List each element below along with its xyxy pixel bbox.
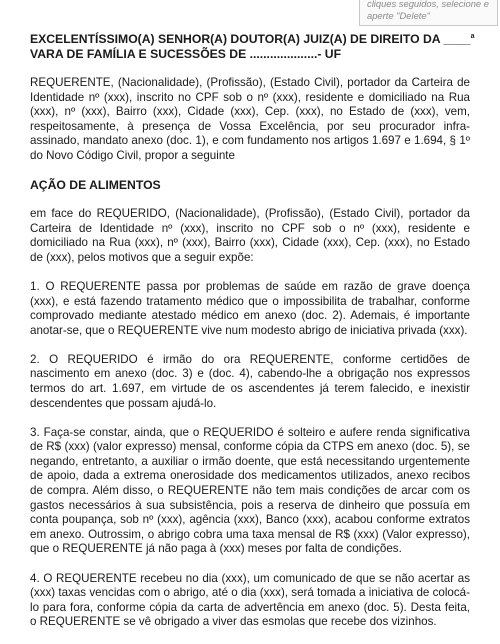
help-tooltip: [359, 0, 498, 26]
document-body: [30, 32, 475, 644]
tooltip-line: cliques seguidos, selecione e: [367, 0, 489, 9]
paragraph-4: 4. O REQUERENTE recebeu no dia (xxx), um comunicado de que se não acertar as (xxx) taxas vencidas com o abrigo, até o dia (xxx), será tomada a iniciativa de colocá-lo para fora, conforme cópia da carta de advertência em anexo (doc. 5). Desta feita, o REQUERENTE se vê obrigado a viver das esmolas que recebe dos vizinhos.: [30, 571, 470, 629]
paragraph-3: 3. Faça-se constar, ainda, que o REQUERIDO é solteiro e aufere renda significativa de R$ (xxx) (valor expresso) mensal, conforme cópia da CTPS em anexo (doc. 5), se negando, entretanto, a auxiliar o irmão doente, que está necessitando urgentemente de apoio, dada a extrema onerosidade dos medicamentos utilizados, anexo recibos de compra. Além disso, o REQUERENTE não tem mais condições de arcar com os gastos necessários à sua subsistência, pois a reserva de dinheiro que possuía em conta poupança, sob nº (xxx), agência (xxx), Banco (xxx), acabou conforme extratos em anexo. Outrossim, o abrigo cobra uma taxa mensal de R$ (xxx) (Valor expresso), que o REQUERENTE já não paga à (xxx) meses por falta de condições.: [30, 425, 470, 556]
paragraph-1: 1. O REQUERENTE passa por problemas de saúde em razão de grave doença (xxx), e está fazendo tratamento médico que o impossibilita de trabalhar, conforme comprovado mediante atestado médico em anexo (doc. 2). Ademais, é importante anotar-se, que o REQUERENTE vive num modesto abrigo de iniciativa privada (xxx).: [30, 279, 470, 337]
heading-line-2: VARA DE FAMÍLIA E SUCESSÕES DE ....................- UF: [30, 47, 342, 61]
heading-superscript: a: [470, 32, 475, 40]
document-heading: [30, 32, 475, 62]
paragraph-requerido: em face do REQUERIDO, (Nacionalidade), (Profissão), (Estado Civil), portador da Carteira de Identidade nº (xxx), inscrito no CPF sob o nº (xxx), residente e domiciliado na Rua (xxx), nº (xxx), Bairro (xxx), Cidade (xxx), Cep. (xxx), no Estado de (xxx), pelos motivos que a seguir expõe:: [30, 207, 470, 264]
heading-line-1: [30, 32, 475, 47]
paragraph-2: 2. O REQUERIDO é irmão do ora REQUERENTE, conforme certidões de nascimento em anexo (doc. 3) e (doc. 4), cabendo-lhe a obrigação nos expressos termos do art. 1.697, em virtude de os ascendentes já terem falecido, e inexistir descendentes que possam ajudá-lo.: [30, 352, 470, 410]
section-title: AÇÃO DE ALIMENTOS: [30, 178, 161, 193]
tooltip-line: aperte "Delete": [367, 10, 430, 21]
heading-line-1-text: EXCELENTÍSSIMO(A) SENHOR(A) DOUTOR(A) JUIZ(A) DE DIREITO DA ____: [30, 32, 471, 46]
intro-paragraph: REQUERENTE, (Nacionalidade), (Profissão), (Estado Civil), portador da Carteira de Identidade nº (xxx), inscrito no CPF sob o nº (xxx), residente e domiciliado na Rua (xxx), nº (xxx), Bairro (xxx), Cidade (xxx), Cep. (xxx), no Estado de (xxx), vem, respeitosamente, à presença de Vossa Excelência, por seu procurador infra-assinado, mandato anexo (doc. 1), e com fundamento nos artigos 1.697 e 1.694, § 1º do Novo Código Civil, propor a seguinte: [30, 76, 470, 162]
